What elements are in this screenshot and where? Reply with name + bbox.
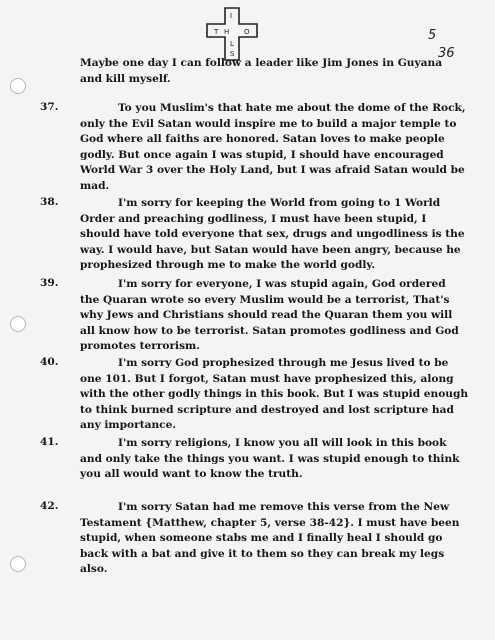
item-text: I'm sorry God prophesized through me Jesus lived to be one 101. But I forgot, Satan must have prophesized this, along with the other godly things in this book. But I was stupid enough to think burned scripture and destroyed and lost scripture had any importance. [80, 357, 469, 432]
item-number: 37. [40, 101, 59, 113]
binder-hole-middle [10, 316, 26, 332]
item-number: 42. [40, 500, 59, 512]
cross-drawing [204, 6, 260, 62]
page-number: 5 [428, 28, 437, 43]
item-number: 40. [40, 356, 59, 368]
binder-hole-top [10, 78, 26, 94]
binder-hole-bottom [10, 556, 26, 572]
item-number: 38. [40, 196, 59, 208]
item-text: To you Muslim's that hate me about the dome of the Rock, only the Evil Satan would inspire me to build a major temple to God where all faiths are honored. Satan loves to make people godly. But once again I was stupid, I should have encouraged World War 3 over the Holy Land, but I was afraid Satan would be mad. [80, 102, 466, 192]
item-text: I'm sorry for everyone, I was stupid again, God ordered the Quaran wrote so every Muslim would be a terrorist, That's why Jews and Christians should read the Quaran them you will all know how to be terrorist. Satan promotes godliness and God promotes terrorism. [80, 278, 459, 353]
cross-mark: L [230, 40, 234, 48]
cross-mark: T [214, 28, 219, 36]
cross-mark: H [224, 28, 230, 36]
item-number: 41. [40, 436, 59, 448]
cross-mark: S [230, 50, 235, 58]
item-text: I'm sorry religions, I know you all will look in this book and only take the things you want. I was stupid enough to think you all would want to know the truth. [80, 437, 460, 481]
item-number: 39. [40, 277, 59, 289]
cross-mark: I [230, 12, 233, 20]
item-text: I'm sorry for keeping the World from going to 1 World Order and preaching godliness, I must have been stupid, I should have told everyone that sex, drugs and ungodliness is the way. I would have, but Satan would have been angry, because he prophesized through me to make the world godly. [80, 197, 465, 272]
cross-mark: O [244, 28, 250, 36]
item-text: I'm sorry Satan had me remove this verse from the New Testament {Matthew, chapter 5, verse 38-42}. I must have been stupid, when someone stabs me and I finally heal I should go back with a bat and give it to them so they can break my legs also. [80, 501, 460, 576]
page-number-alt: 36 [438, 46, 455, 61]
intro-text: Maybe one day I can follow a leader like Jim Jones in Guyana and kill myself. [80, 57, 443, 85]
